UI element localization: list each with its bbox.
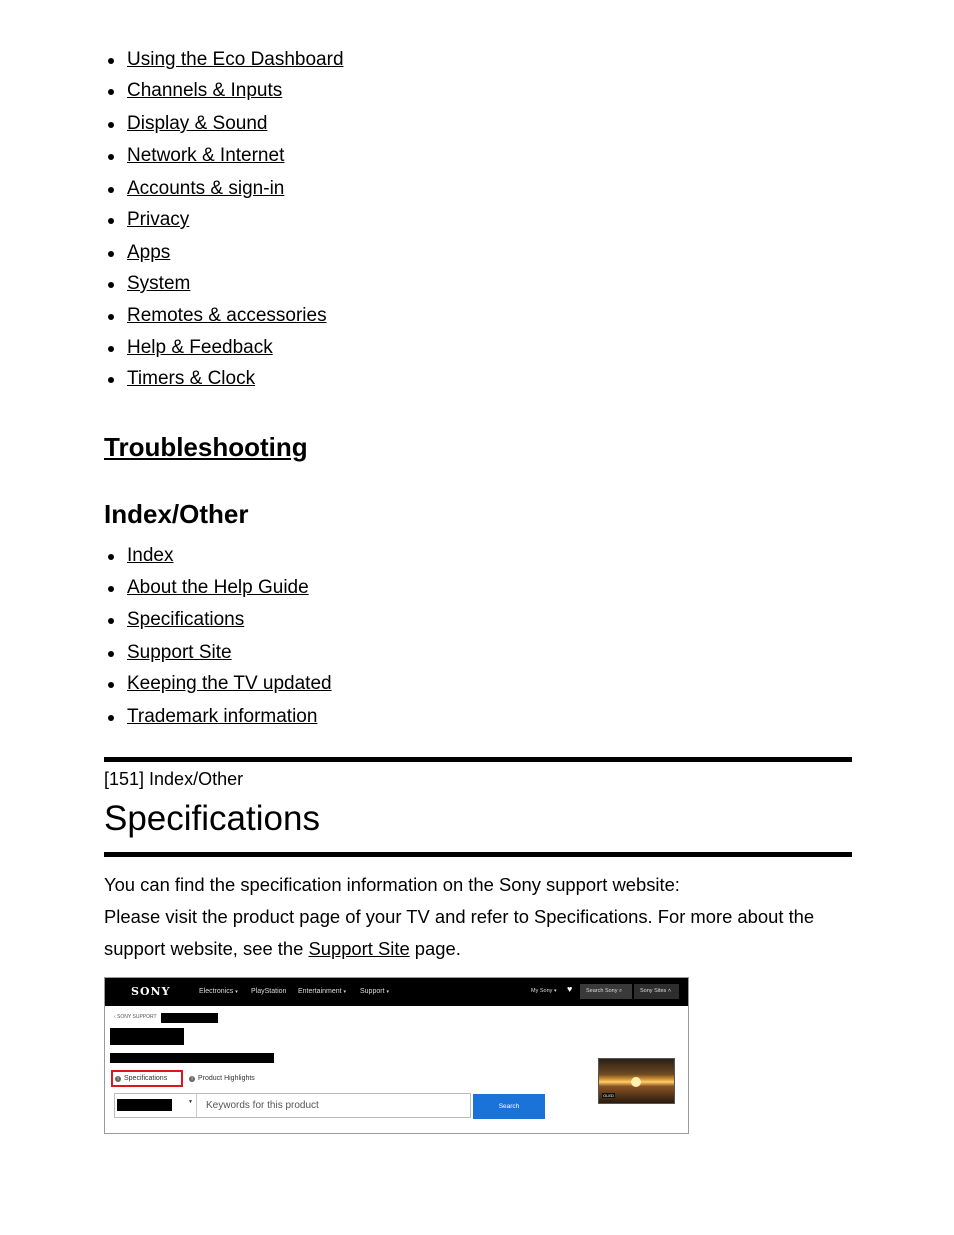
- index-other-heading: Index/Other: [104, 499, 249, 529]
- specifications-tab-label: Specifications: [124, 1075, 168, 1082]
- bullet-icon: [108, 618, 114, 624]
- nav-support-label: Support: [360, 988, 385, 995]
- sony-sites-label: Sony Sites: [640, 988, 667, 994]
- link-help-feedback[interactable]: Help & Feedback: [127, 337, 273, 358]
- bullet-icon: [108, 154, 114, 160]
- link-accounts-signin[interactable]: Accounts & sign-in: [127, 178, 285, 199]
- nav-playstation: PlayStation: [251, 988, 287, 995]
- link-system[interactable]: System: [127, 273, 191, 294]
- product-highlights-tab: [189, 1075, 255, 1082]
- bullet-icon: [108, 554, 114, 560]
- troubleshooting-link[interactable]: Troubleshooting: [104, 432, 308, 462]
- link-timers-clock[interactable]: Timers & Clock: [127, 368, 256, 389]
- info-icon: i: [115, 1076, 121, 1082]
- bullet-icon: [108, 282, 114, 288]
- bullet-icon: [108, 715, 114, 721]
- sunset-graphic: [631, 1077, 641, 1087]
- search-sony-label: Search Sony: [586, 988, 618, 994]
- link-eco-dashboard[interactable]: Using the Eco Dashboard: [127, 49, 344, 70]
- link-remotes-accessories[interactable]: Remotes & accessories: [127, 305, 327, 326]
- search-sony-button: [580, 984, 632, 999]
- sony-sites-button: [634, 984, 679, 999]
- search-icon: ⌕: [619, 988, 623, 994]
- support-site-link[interactable]: Support Site: [308, 938, 410, 959]
- body-line-3-start: support website, see the: [104, 938, 309, 959]
- top-divider: [104, 757, 852, 762]
- nav-entertainment-label: Entertainment: [298, 988, 342, 995]
- link-display-sound[interactable]: Display & Sound: [127, 113, 268, 134]
- chevron-up-icon: ˄: [667, 988, 672, 994]
- nav-entertainment: [298, 987, 346, 997]
- support-website-screenshot: [104, 977, 689, 1134]
- link-network-internet[interactable]: Network & Internet: [127, 145, 285, 166]
- heart-icon: ♥: [567, 984, 573, 994]
- link-index[interactable]: Index: [127, 545, 174, 566]
- info-icon: i: [189, 1076, 195, 1082]
- link-channels-inputs[interactable]: Channels & Inputs: [127, 80, 283, 101]
- keyword-placeholder: Keywords for this product: [206, 1100, 319, 1111]
- bottom-divider: [104, 852, 852, 857]
- bullet-icon: [108, 346, 114, 352]
- bullet-icon: [108, 377, 114, 383]
- bullet-icon: [108, 586, 114, 592]
- chevron-down-icon: ▾: [553, 988, 557, 994]
- link-support-site[interactable]: Support Site: [127, 642, 232, 663]
- product-search-row: [114, 1093, 520, 1118]
- link-trademark-information[interactable]: Trademark information: [127, 706, 318, 727]
- dropdown-arrow-icon: ▼: [188, 1099, 193, 1105]
- link-privacy[interactable]: Privacy: [127, 209, 190, 230]
- product-search-button: Search: [473, 1094, 545, 1119]
- bullet-icon: [108, 187, 114, 193]
- page-title: Specifications: [104, 799, 320, 838]
- redacted-block: [161, 1013, 218, 1023]
- chevron-down-icon: ▾: [235, 989, 238, 995]
- sony-support-breadcrumb: ‹ SONY SUPPORT: [114, 1014, 157, 1020]
- breadcrumb: [151] Index/Other: [104, 769, 244, 789]
- chevron-down-icon: ▾: [386, 989, 389, 995]
- body-line-1: You can find the specification information on the Sony support website:: [104, 874, 680, 895]
- redacted-select: [117, 1099, 172, 1111]
- oled-badge: OLED: [603, 1093, 614, 1098]
- screenshot-nav-bar: [105, 978, 688, 1006]
- redacted-block: [110, 1028, 184, 1045]
- troubleshooting-heading: [104, 431, 308, 463]
- bullet-icon: [108, 122, 114, 128]
- bullet-icon: [108, 651, 114, 657]
- nav-support: [360, 987, 389, 997]
- nav-electronics: [199, 987, 238, 997]
- nav-my-sony-label: My Sony: [531, 988, 553, 994]
- bullet-icon: [108, 251, 114, 257]
- bullet-icon: [108, 89, 114, 95]
- bullet-icon: [108, 314, 114, 320]
- link-about-help-guide[interactable]: About the Help Guide: [127, 577, 309, 598]
- nav-electronics-label: Electronics: [199, 988, 234, 995]
- specifications-tab: [115, 1075, 167, 1082]
- link-keeping-tv-updated[interactable]: Keeping the TV updated: [127, 673, 332, 694]
- bullet-icon: [108, 218, 114, 224]
- chevron-down-icon: ▾: [343, 989, 347, 995]
- body-line-3-end: page.: [409, 938, 461, 959]
- body-line-2: Please visit the product page of your TV and refer to Specifications. For more about the: [104, 906, 815, 927]
- search-divider: [196, 1094, 197, 1117]
- product-highlights-label: Product Highlights: [198, 1075, 255, 1082]
- redacted-block: [110, 1053, 274, 1063]
- bullet-icon: [108, 682, 114, 688]
- link-specifications[interactable]: Specifications: [127, 609, 245, 630]
- nav-my-sony: [531, 987, 556, 996]
- link-apps[interactable]: Apps: [127, 242, 171, 263]
- sony-logo: SONY: [131, 985, 171, 998]
- body-line-3: [104, 938, 461, 960]
- tv-product-image: [598, 1058, 675, 1104]
- bullet-icon: [108, 58, 114, 64]
